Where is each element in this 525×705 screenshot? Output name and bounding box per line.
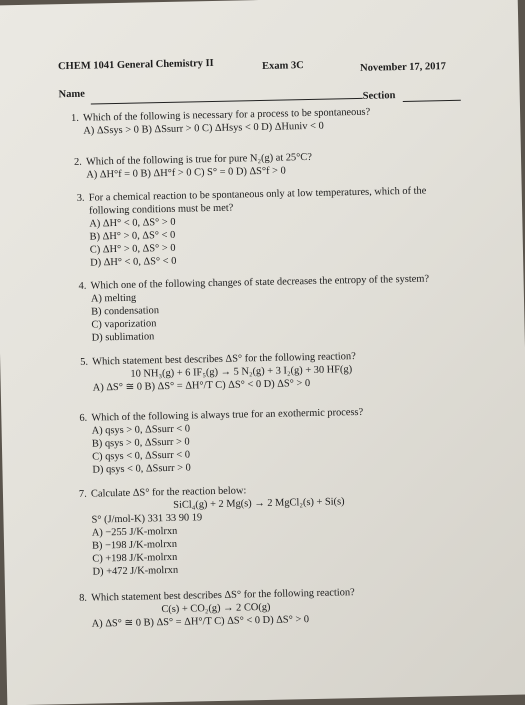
option-row: A) ΔH°f = 0 B) ΔH°f > 0 C) S° = 0 D) ΔS°f > 0 — [86, 165, 286, 181]
course-title: CHEM 1041 General Chemistry II — [57, 57, 214, 73]
entropy-values: S° (J/mol-K) 331 33 90 19 — [91, 512, 203, 526]
exam-date: November 17, 2017 — [360, 61, 447, 74]
option-d: D) ΔH° < 0, ΔS° < 0 — [90, 255, 177, 269]
name-label: Name — [58, 88, 85, 101]
section-label: Section — [362, 90, 396, 102]
option-d: D) sublimation — [91, 331, 155, 344]
option-c: C) qsys < 0, ΔSsurr < 0 — [92, 449, 191, 463]
question-4 — [78, 272, 430, 344]
option-c: C) vaporization — [91, 318, 157, 331]
question-7 — [79, 482, 346, 579]
option-row: A) ΔS° ≅ 0 B) ΔS° = ΔH°/T C) ΔS° < 0 D) ΔS° > 0 — [92, 378, 311, 394]
question-number: 1. — [70, 112, 80, 124]
question-number: 4. — [78, 280, 87, 292]
name-line — [91, 98, 363, 105]
option-c: C) +198 J/K-molrxn — [92, 551, 178, 565]
option-b: B) ΔH° > 0, ΔS° < 0 — [89, 229, 176, 243]
option-row: A) ΔS° ≅ 0 B) ΔS° = ΔH°/T C) ΔS° < 0 D) ΔS° > 0 — [91, 614, 310, 630]
option-a: A) qsys > 0, ΔSsurr < 0 — [91, 423, 191, 437]
question-text-line: following conditions must be met? — [88, 202, 234, 217]
question-text: For a chemical reaction to be spontaneous only at low temperatures, which of the — [88, 185, 427, 204]
question-number: 2. — [73, 156, 82, 168]
question-1 — [71, 106, 371, 138]
option-a: A) ΔH° < 0, ΔS° > 0 — [89, 216, 176, 230]
question-number: 6. — [79, 412, 88, 424]
question-text: Which of the following is true for pure N₂(g) at 25°C? — [85, 151, 313, 168]
option-a: A) melting — [90, 292, 137, 305]
reaction-equation: SiCl₄(g) + 2 Mg(s) → 2 MgCl₂(s) + Si(s) — [173, 496, 345, 511]
reaction-equation: C(s) + CO₂(g) → 2 CO(g) — [161, 601, 271, 616]
question-8 — [79, 586, 355, 631]
reaction-equation: 10 NH₃(g) + 6 IF₅(g) → 5 N₂(g) + 3 I₂(g) + 30 HF(g) — [130, 364, 353, 380]
question-3 — [77, 185, 428, 270]
question-text: Which statement best describes ΔS° for the following reaction? — [91, 587, 355, 604]
question-text: Which of the following is necessary for a process to be spontaneous? — [82, 106, 371, 124]
option-a: A) −255 J/K-molrxn — [91, 525, 178, 539]
question-2 — [74, 151, 312, 182]
option-c: C) ΔH° > 0, ΔS° > 0 — [89, 242, 176, 256]
question-text: Calculate ΔS° for the reaction below: — [90, 485, 247, 500]
question-6 — [79, 406, 364, 477]
option-d: D) qsys < 0, ΔSsurr > 0 — [92, 462, 191, 476]
option-d: D) +472 J/K-molrxn — [92, 564, 179, 578]
question-number: 8. — [79, 592, 88, 604]
question-number: 3. — [76, 192, 85, 204]
question-number: 7. — [78, 488, 87, 500]
question-text: Which statement best describes ΔS° for the following reaction? — [92, 351, 356, 368]
question-text: Which of the following is always true for an exothermic process? — [91, 406, 364, 424]
question-5 — [80, 350, 356, 395]
question-number: 5. — [80, 356, 89, 368]
option-b: B) qsys > 0, ΔSsurr > 0 — [91, 436, 190, 450]
option-b: B) −198 J/K-molrxn — [91, 538, 178, 552]
section-line — [403, 100, 461, 102]
option-row: A) ΔSsys > 0 B) ΔSsurr > 0 C) ΔHsys < 0 D) ΔHuniv < 0 — [83, 120, 324, 137]
option-b: B) condensation — [91, 305, 160, 318]
exam-label: Exam 3C — [261, 60, 304, 72]
question-text: Which one of the following changes of state decreases the entropy of the system? — [90, 273, 430, 292]
